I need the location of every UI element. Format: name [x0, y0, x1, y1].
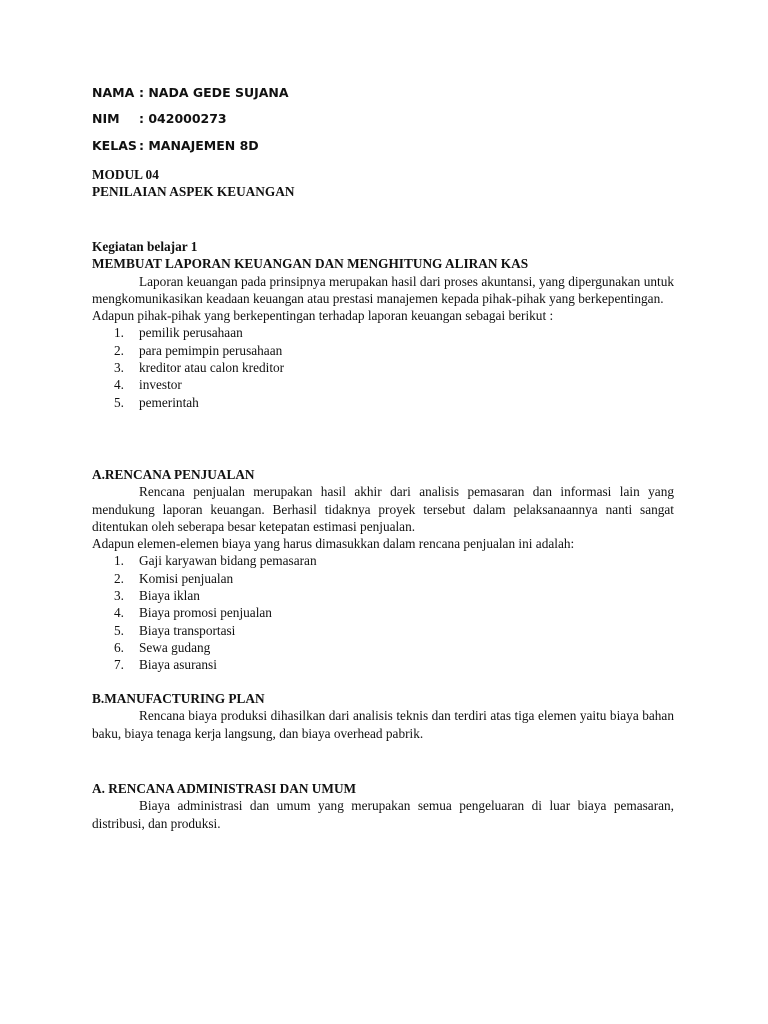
list-item: 2. para pemimpin perusahaan [114, 342, 283, 358]
modul-title: PENILAIAN ASPEK KEUANGAN [92, 184, 295, 200]
list-item: 2. Komisi penjualan [114, 570, 234, 586]
nama-label: NAMA [92, 85, 135, 100]
section-b-title: B.MANUFACTURING PLAN [92, 691, 265, 706]
list-item: 6. Sewa gudang [114, 639, 211, 655]
list-item: 1. pemilik perusahaan [114, 325, 243, 341]
identity-kelas [92, 138, 259, 154]
list-item: 5. pemerintah [114, 394, 199, 410]
list-item: 3. kreditor atau calon kreditor [114, 360, 285, 376]
nama-value: : NADA GEDE SUJANA [139, 85, 289, 100]
list-item: 5. Biaya transportasi [114, 622, 236, 638]
kelas-value: : MANAJEMEN 8D [139, 138, 259, 153]
list-item: 7. Biaya asuransi [114, 657, 217, 673]
list-item: 4. Biaya promosi penjualan [114, 605, 272, 621]
kegiatan-list [92, 324, 674, 410]
section-a-list [92, 552, 674, 673]
list-item: 4. investor [114, 377, 182, 393]
section-c-title: A. RENCANA ADMINISTRASI DAN UMUM [92, 781, 357, 796]
section-a-intro: Adapun elemen-elemen biaya yang harus dimasukkan dalam rencana penjualan ini adalah: [92, 536, 575, 552]
kegiatan-label: Kegiatan belajar 1 [92, 239, 198, 254]
section-a-title: A.RENCANA PENJUALAN [92, 467, 255, 482]
section-c-paragraph: Biaya administrasi dan umum yang merupakan semua pengeluaran di luar biaya pemasaran, distribusi, dan produksi. [92, 798, 674, 831]
identity-nama [92, 85, 289, 101]
section-rencana-administrasi [92, 780, 674, 832]
section-a-paragraph: Rencana penjualan merupakan hasil akhir dari analisis pemasaran dan informasi lain yang mendukung laporan keuangan. Berhasil tidaknya proyek tersebut dalam pelaksanaannya nanti sangat ditentukan oleh seberapa besar ketepatan estimasi penjualan. [92, 484, 674, 534]
nim-label: NIM [92, 111, 120, 126]
kegiatan-section [92, 238, 674, 411]
modul-number: MODUL 04 [92, 167, 159, 182]
nim-value: : 042000273 [139, 111, 227, 126]
kegiatan-paragraph: Laporan keuangan pada prinsipnya merupakan hasil dari proses akuntansi, yang dipergunakan untuk mengkomunikasikan keadaan keuangan atau prestasi manajemen kepada pihak-pihak yang berkepentingan. [92, 273, 674, 306]
kelas-label: KELAS [92, 138, 137, 153]
identity-nim [92, 111, 227, 127]
section-rencana-penjualan [92, 466, 674, 674]
section-manufacturing-plan [92, 690, 674, 742]
section-b-paragraph: Rencana biaya produksi dihasilkan dari analisis teknis dan terdiri atas tiga elemen yaitu biaya bahan baku, biaya tenaga kerja langsung, dan biaya overhead pabrik. [92, 708, 674, 741]
modul-block [92, 166, 674, 201]
kegiatan-title: MEMBUAT LAPORAN KEUANGAN DAN MENGHITUNG ALIRAN KAS [92, 256, 529, 272]
list-item: 1. Gaji karyawan bidang pemasaran [114, 553, 317, 569]
kegiatan-intro: Adapun pihak-pihak yang berkepentingan terhadap laporan keuangan sebagai berikut : [92, 308, 554, 324]
list-item: 3. Biaya iklan [114, 588, 200, 604]
